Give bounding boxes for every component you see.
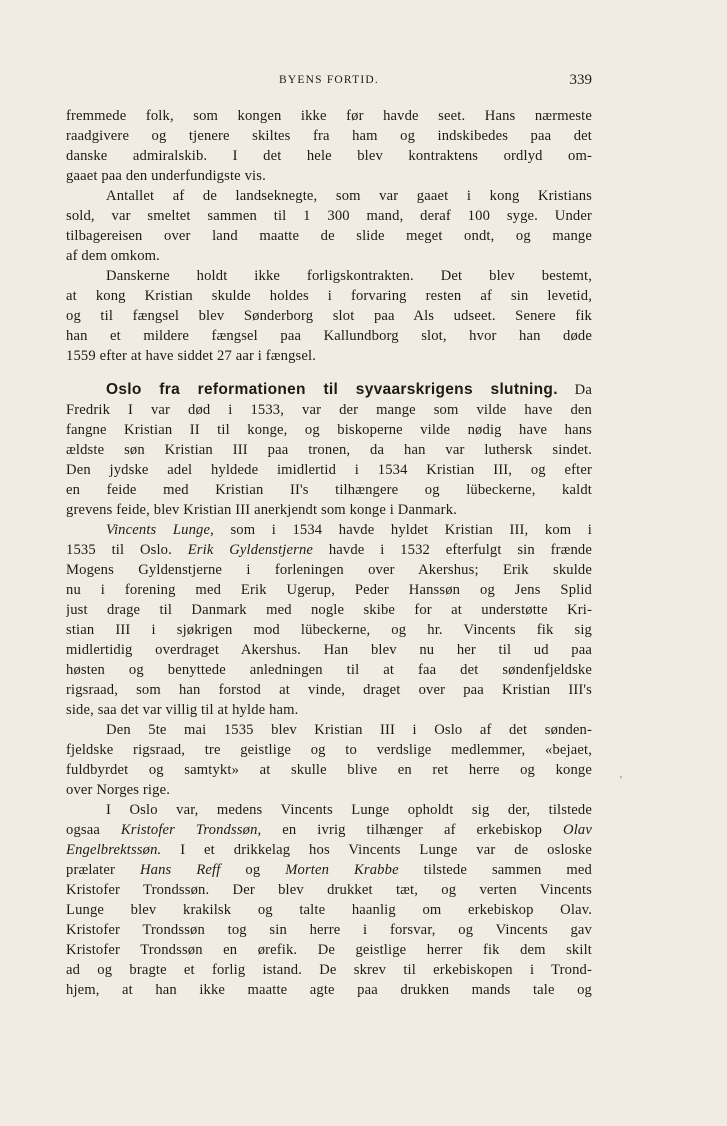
body-text (66, 106, 592, 1000)
person-name: Vincents Lunge, (106, 522, 214, 538)
text-line: Kristofer Trondssøn. Der blev drukket tæt, og verten Vincents (66, 882, 592, 898)
text-line: just drage til Danmark med nogle skibe for at understøtte Kri- (66, 602, 592, 618)
text-line: gaaet paa den underfundigste vis. (66, 168, 266, 184)
text-line: midlertidig overdraget Akershus. Han blev nu her til ud paa (66, 642, 592, 658)
text-line: 1559 efter at have siddet 27 aar i fængsel. (66, 348, 317, 364)
text-line: Den 5te mai 1535 blev Kristian III i Oslo af det sønden- (106, 722, 592, 738)
text-line: Kristofer Trondssøn tog sin herre i forsvar, og Vincents gav (66, 922, 592, 938)
text-line: Kristofer Trondssøn en ørefik. De geistlige herrer fik dem skilt (66, 942, 592, 958)
text-line: fremmede folk, som kongen ikke før havde seet. Hans nærmeste (66, 108, 592, 124)
person-name: Engelbrektssøn. (66, 842, 162, 858)
person-name: Kristofer Trondssøn, (120, 822, 262, 838)
person-name: Erik Gyldenstjerne (187, 542, 314, 558)
page-header (66, 72, 592, 90)
text-run: Da (574, 382, 592, 398)
text-line: danske admiralskib. I det hele blev kontraktens ordlyd om- (66, 148, 592, 164)
text-run: I et drikkelag hos Vincents Lunge var de osloske (161, 842, 592, 858)
text-line (66, 540, 592, 560)
text-line: side, saa det var villig til at hylde ham. (66, 702, 299, 718)
text-line: rigsraad, som han forstod at vinde, draget over paa Kristian III's (66, 682, 592, 698)
text-line: at kong Kristian skulde holdes i forvaring resten af sin levetid, (66, 288, 592, 304)
text-line: høsten og benyttede anledningen til at faa det søndenfjeldske (66, 662, 592, 678)
section-heading-line (66, 380, 592, 400)
text-line: en feide med Kristian II's tilhængere og lübeckerne, kaldt (66, 482, 592, 498)
text-line: Mogens Gyldenstjerne i forleningen over Akershus; Erik skulde (66, 562, 592, 578)
text-line: ældste søn Kristian III paa tronen, da han var luthersk sindet. (66, 442, 592, 458)
text-line: sold, var smeltet sammen til 1 300 mand, deraf 100 syge. Under (66, 208, 592, 224)
text-run: som i 1534 havde hyldet Kristian III, kom i (213, 522, 592, 538)
text-line: Lunge blev krakilsk og talte haanlig om erkebiskop Olav. (66, 902, 592, 918)
text-line (66, 820, 592, 840)
text-line (66, 840, 592, 860)
section-gap (66, 366, 592, 380)
text-line: Antallet af de landseknegte, som var gaaet i kong Kristians (106, 188, 592, 204)
section-heading: Oslo fra reformationen til syvaarskrigens slutning. (106, 381, 558, 398)
text-line: og til fængsel blev Sønderborg slot paa Als udseet. Senere fik (66, 308, 592, 324)
text-line: han et mildere fængsel paa Kallundborg slot, hvor han døde (66, 328, 592, 344)
text-line: tilbagereisen over land maatte de slide meget ondt, og mange (66, 228, 592, 244)
text-run: en ivrig tilhænger af erkebiskop (261, 822, 564, 838)
text-line: ad og bragte et forlig istand. De skrev til erkebiskopen i Trond- (66, 962, 592, 978)
text-run: 1535 til Oslo. (66, 542, 188, 558)
text-line: fuldbyrdet og samtykt» at skulle blive en ret herre og konge (66, 762, 592, 778)
text-line: Fredrik I var død i 1533, var der mange som vilde have den (66, 402, 592, 418)
text-run: prælater (66, 862, 140, 878)
text-run: tilstede sammen med (398, 862, 592, 878)
text-line (66, 520, 592, 540)
text-line: af dem omkom. (66, 248, 160, 264)
text-run: ogsaa (66, 822, 121, 838)
text-line (66, 860, 592, 880)
margin-mark: ‚ (619, 768, 623, 780)
text-run: og (220, 862, 286, 878)
person-name: Olav (563, 822, 592, 838)
running-head: BYENS FORTID. (279, 74, 379, 86)
text-line: Den jydske adel hyldede imidlertid i 1534 Kristian III, og efter (66, 462, 592, 478)
text-line: raadgivere og tjenere skiltes fra ham og indskibedes paa det (66, 128, 592, 144)
person-name: Morten Krabbe (285, 862, 399, 878)
text-line: fangne Kristian II til konge, og biskoperne vilde nødig have hans (66, 422, 592, 438)
page-number: 339 (569, 72, 592, 88)
person-name: Hans Reff (139, 862, 221, 878)
text-line: over Norges rige. (66, 782, 171, 798)
text-line: nu i forening med Erik Ugerup, Peder Hanssøn og Jens Splid (66, 582, 592, 598)
text-line: stian III i sjøkrigen mod lübeckerne, og hr. Vincents fik sig (66, 622, 592, 638)
text-line: fjeldske rigsraad, tre geistlige og to verdslige medlemmer, «bejaet, (66, 742, 592, 758)
text-line: grevens feide, blev Kristian III anerkjendt som konge i Danmark. (66, 502, 457, 518)
text-line: hjem, at han ikke maatte agte paa drukken mands tale og (66, 982, 592, 998)
text-line: I Oslo var, medens Vincents Lunge opholdt sig der, tilstede (106, 802, 592, 818)
text-run: havde i 1532 efterfulgt sin frænde (313, 542, 592, 558)
text-line: Danskerne holdt ikke forligskontrakten. Det blev bestemt, (106, 268, 592, 284)
